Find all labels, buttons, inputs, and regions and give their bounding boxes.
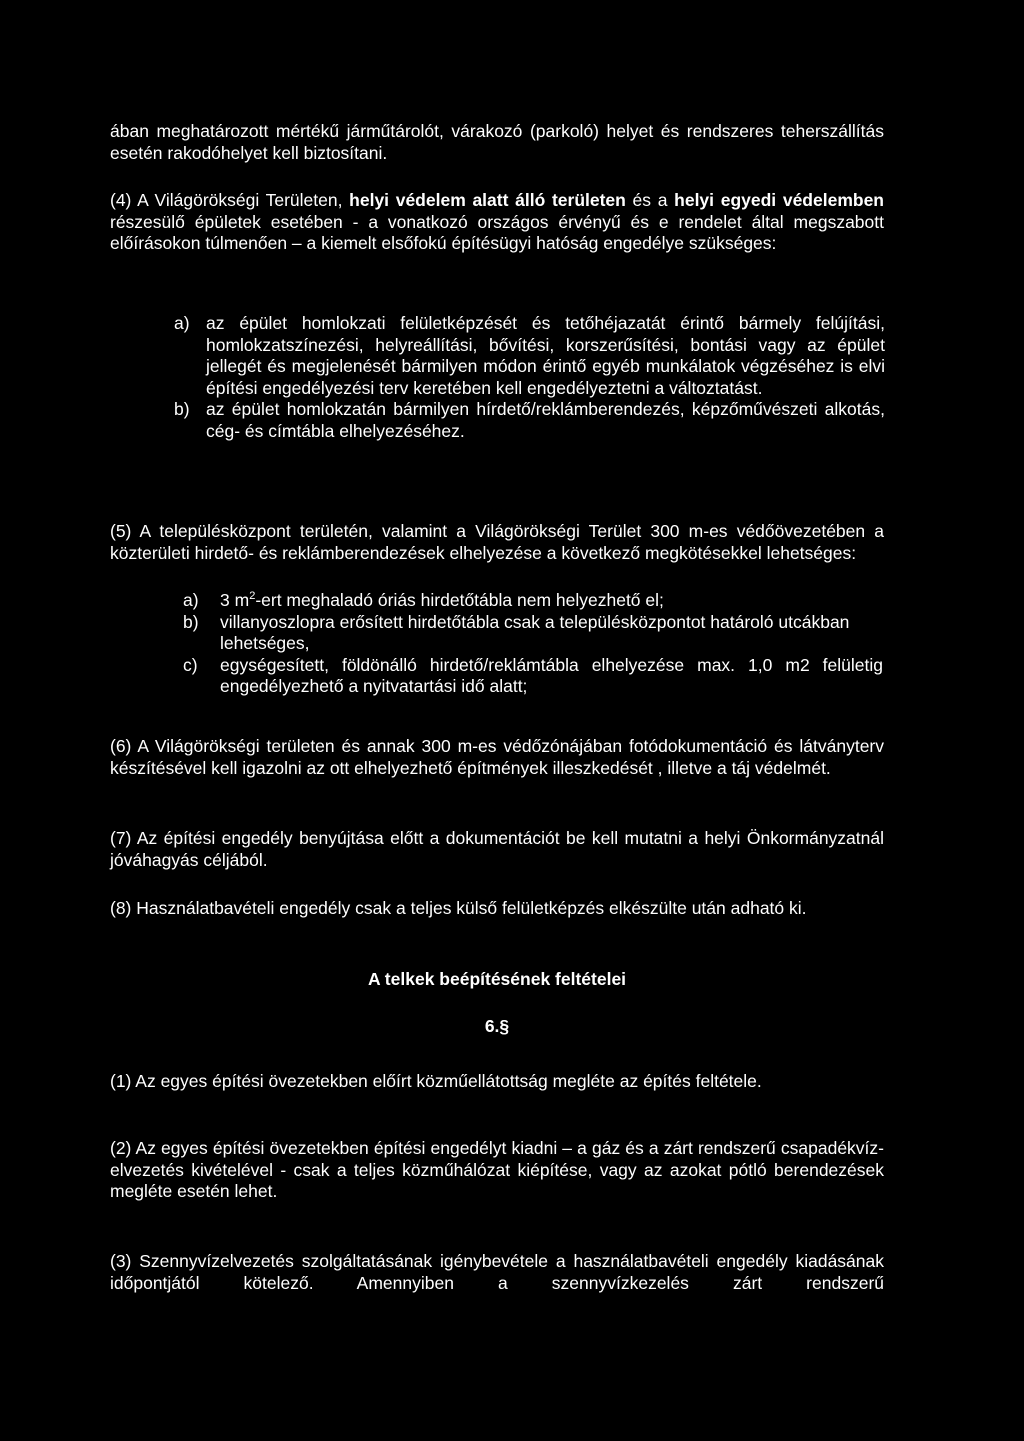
- section-6-paragraph-2: (2) Az egyes építési övezetekben építési engedélyt kiadni – a gáz és a zárt rendszerű csapadékvíz-elvezetés kivételével - csak a teljes közműhálózat kiépítése, vagy az azokat pótló berendezések megléte esetén lehet.: [110, 1138, 884, 1201]
- list-item-text: [220, 590, 883, 612]
- list-item-text-pre: 3 m: [220, 590, 250, 610]
- section-6-paragraph-1: (1) Az egyes építési övezetekben előírt közműellátottság megléte az építés feltétele.: [110, 1071, 762, 1091]
- paragraph-7: (7) Az építési engedély benyújtása előtt a dokumentációt be kell mutatni a helyi Önkormányzatnál jóváhagyás céljából.: [110, 828, 884, 870]
- paragraph-4-bold-1: helyi védelem alatt álló területen: [349, 190, 626, 210]
- list-item-text: villanyoszlopra erősített hirdetőtábla csak a településközpontot határoló utcákban lehetséges,: [220, 611, 850, 653]
- list-item-text-rest: -ert meghaladó óriás hirdetőtábla nem helyezhető el;: [255, 590, 664, 610]
- list-item: [183, 590, 883, 612]
- list-item-text: az épület homlokzatán bármilyen hírdető/reklámberendezés, képzőművészeti alkotás, cég- és címtábla elhelyezéséhez.: [206, 399, 885, 441]
- paragraph-4-rest: részesülő épületek esetében - a vonatkozó országos érvényű és e rendelet által megszabott előírásokon túlmenően – a kiemelt elsőfokú építésügyi hatóság engedélye szükséges:: [110, 211, 884, 253]
- paragraph-6: (6) A Világörökségi területen és annak 300 m-es védőzónájában fotódokumentáció és látványterv készítésével kell igazolni az ott elhelyezhető építmények illeszkedését , illetve a táj védelmét.: [110, 736, 884, 778]
- list-item-label: b): [174, 399, 190, 419]
- list-item: [174, 399, 885, 442]
- superscript: 2: [249, 590, 256, 603]
- paragraph-4-prefix: (4) A Világörökségi Területen,: [110, 190, 350, 210]
- section-title: A telkek beépítésének feltételei: [367, 969, 627, 989]
- list-item-label: b): [183, 611, 199, 632]
- list-item-label: a): [183, 590, 199, 610]
- paragraph-4-mid: és a: [625, 190, 675, 210]
- paragraph-4-list: [174, 313, 885, 442]
- paragraph-8: (8) Használatbavételi engedély csak a teljes külső felületképzés elkészülte után adható ki.: [110, 898, 807, 918]
- list-item: [183, 612, 883, 655]
- paragraph-5: (5) A településközpont területén, valamint a Világörökségi Terület 300 m-es védőövezetében a közterületi hirdető- és reklámberendezések elhelyezése a következő megkötésekkel lehetséges:: [110, 521, 884, 563]
- paragraph-4-bold-2: helyi egyedi védelemben: [674, 190, 884, 210]
- list-item-text: az épület homlokzati felületképzését és tetőhéjazatát érintő bármely felújítási, homlokzatszínezési, helyreállítási, bővítési, korszerűsítési, bontási vagy az épület jellegét és megjelenését bármilyen módon érintő egyéb munkálatok végzéséhez is elvi építési engedélyezési terv keretében kell engedélyeztetni a változtatást.: [206, 313, 885, 398]
- section-number: 6.§: [484, 1016, 510, 1036]
- list-item: [174, 313, 885, 399]
- paragraph-4: [110, 190, 884, 255]
- list-item-text: egységesített, földönálló hirdető/reklámtábla elhelyezése max. 1,0 m2 felületig engedélyezhető a nyitvatartási idő alatt;: [220, 654, 883, 696]
- list-item: [183, 655, 883, 698]
- section-6-paragraph-3: (3) Szennyvízelvezetés szolgáltatásának igénybevétele a használatbavételi engedély kiadásának időpontjától kötelező. Amennyiben a szennyvízkezelés zárt rendszerű: [110, 1251, 884, 1293]
- list-item-label: a): [174, 313, 190, 333]
- list-item-label: c): [183, 654, 198, 675]
- paragraph-intro: ában meghatározott mértékű járműtárolót, várakozó (parkoló) helyet és rendszeres teherszállítás esetén rakodóhelyet kell biztosítani.: [110, 121, 884, 163]
- paragraph-5-list: [183, 590, 883, 698]
